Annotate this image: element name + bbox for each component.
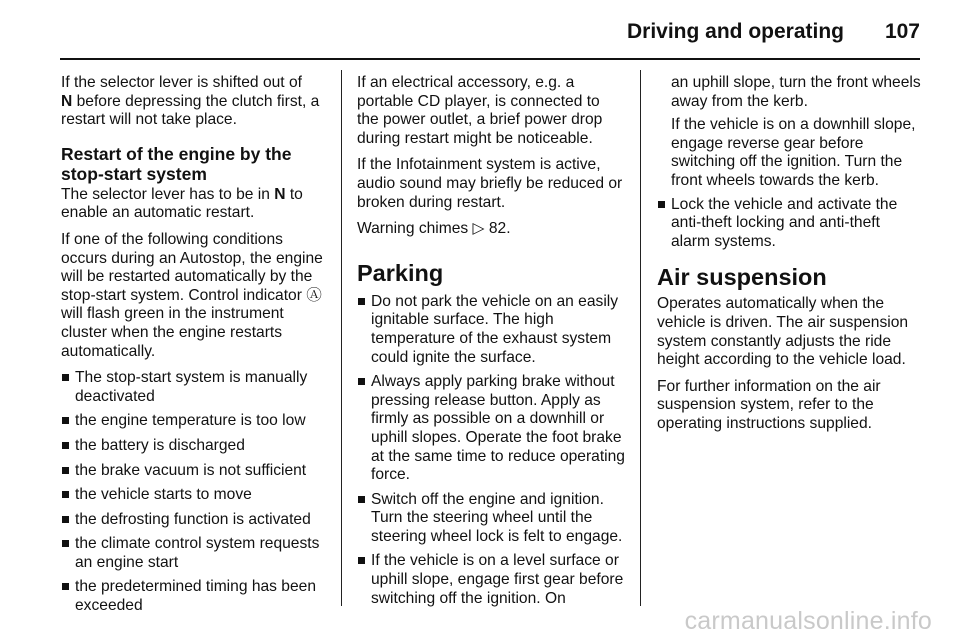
selector-text-c: to enable an automatic restart. xyxy=(61,185,303,222)
selector-gear-n: N xyxy=(274,185,286,203)
list-item: the brake vacuum is not sufficient xyxy=(61,462,325,481)
selector-paragraph xyxy=(61,186,325,223)
restart-heading: Restart of the engine by the stop-start system xyxy=(61,143,292,184)
section-title: Driving and operating xyxy=(626,20,844,43)
parking-heading: Parking xyxy=(357,259,444,286)
conditions-paragraph: If one of the following conditions occurs during an Autostop, the engine will be restarted automatically by the stop-start system. Control indicator Ⓐ will flash green in the instrument cluster when the engine restarts automatically. xyxy=(61,230,323,360)
further-info-paragraph: For further information on the air suspension system, refer to the operating instructions supplied. xyxy=(657,377,881,432)
list-item: Lock the vehicle and activate the anti-theft locking and anti-theft alarm systems. xyxy=(657,196,923,252)
column-divider-1 xyxy=(341,70,342,606)
header-rule xyxy=(60,58,920,60)
warning-chimes-reference: Warning chimes ▷ 82. xyxy=(357,220,511,238)
intro-text-a: If the selector lever is shifted out of xyxy=(61,74,302,91)
downhill-text: If the vehicle is on a downhill slope, engage reverse gear before switching off the ignition. Turn the front wheels towards the kerb. xyxy=(671,116,916,189)
parking-list xyxy=(357,293,625,609)
list-item: The stop-start system is manually deactivated xyxy=(61,369,325,406)
page-header xyxy=(60,10,920,60)
list-item: Switch off the engine and ignition. Turn the steering wheel until the steering wheel lock is felt to engage. xyxy=(357,491,625,547)
accessory-paragraph: If an electrical accessory, e.g. a portable CD player, is connected to the power outlet, a brief power drop during restart might be noticeable. xyxy=(357,74,603,147)
column-divider-2 xyxy=(640,70,641,606)
conditions-list xyxy=(61,369,325,616)
parking-bullet-continuation xyxy=(657,74,923,191)
column-1 xyxy=(61,74,325,622)
air-suspension-heading: Air suspension xyxy=(657,264,827,291)
list-item: the defrosting function is activated xyxy=(61,511,325,530)
list-item: Do not park the vehicle on an easily ignitable surface. The high temperature of the exhaust system could ignite the surface. xyxy=(357,293,625,367)
column-2 xyxy=(357,74,625,614)
lock-list xyxy=(657,196,923,252)
list-item: the predetermined timing has been exceeded xyxy=(61,578,325,615)
infotainment-paragraph: If the Infotainment system is active, audio sound may briefly be reduced or broken during restart. xyxy=(357,156,623,211)
list-item: the climate control system requests an engine start xyxy=(61,535,325,572)
intro-text-c: before depressing the clutch first, a restart will not take place. xyxy=(61,92,320,129)
intro-paragraph xyxy=(61,74,325,130)
watermark-text: carmanualsonline.info xyxy=(684,607,932,635)
list-item: Always apply parking brake without pressing release button. Apply as firmly as possible on a downhill or uphill slopes. Operate the foot brake at the same time to reduce operating force. xyxy=(357,373,625,485)
list-item: the engine temperature is too low xyxy=(61,412,325,431)
list-item: the battery is discharged xyxy=(61,437,325,456)
page-number: 107 xyxy=(884,20,920,43)
list-item: the vehicle starts to move xyxy=(61,486,325,505)
selector-text-a: The selector lever has to be in xyxy=(61,185,275,203)
air-suspension-paragraph: Operates automatically when the vehicle is driven. The air suspension system constantly adjusts the ride height according to the vehicle load. xyxy=(657,295,909,369)
intro-gear-n: N xyxy=(61,92,73,110)
continuation-text: an uphill slope, turn the front wheels away from the kerb. xyxy=(671,74,921,110)
column-3 xyxy=(657,74,923,442)
list-item: If the vehicle is on a level surface or uphill slope, engage first gear before switching off the ignition. On xyxy=(357,552,625,608)
